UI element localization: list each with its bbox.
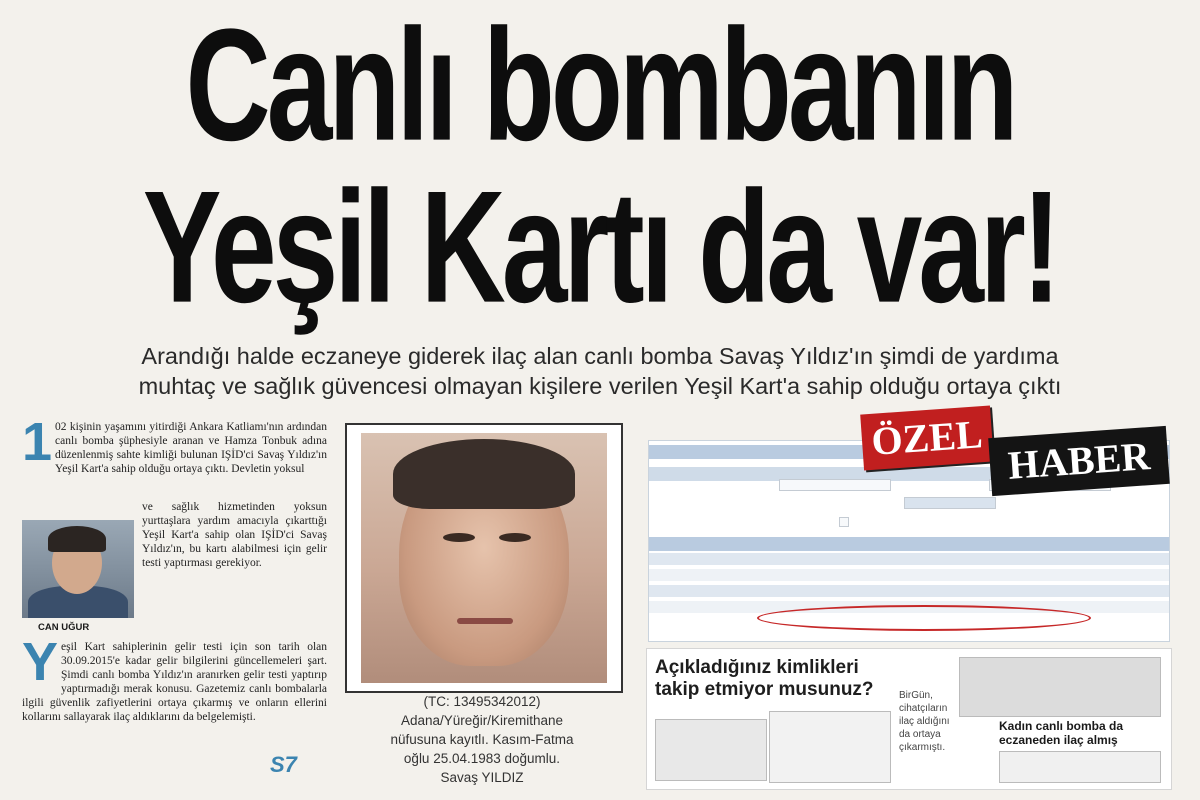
caption-line-3: nüfusuna kayıtlı. Kasım-Fatma [390,732,574,747]
article-text-2: eşil Kart sahiplerinin gelir testi için son tarih olan 30.09.2015'e kadar gelir bilgilerini güncellemeleri şart. Şimdi canlı bomba Yıldız'ın aranırken gelir testi yaptırıp yaptırmadığı merak konusu. Gazetemiz canlı bombalarla ilgili güvenlik zafiyetlerini ortaya çıkarmış ve onların ellerini kollarını sallayarak ilaç aldıklarını da belgelemişti. [22,641,327,723]
suspect-photo [345,423,623,693]
dropcap-1: 1 [22,412,53,472]
mini-headline-1: Kadın canlı bomba da [999,719,1124,733]
clipping-thumbnail-2 [769,711,891,783]
caption-line-2: Adana/Yüreğir/Kiremithane [400,713,564,728]
author-byline: CAN UĞUR [38,622,90,633]
clipping-thumbnail-3 [959,657,1161,717]
related-side-text: BirGün, cihatçıların ilaç aldığını da ortaya çıkarmıştı. [899,690,950,753]
caption-line-1: (TC: 13495342012) [423,694,541,709]
related-title-line-2: takip etmiyor musunuz? [655,679,874,700]
article-text-1a: 02 kişinin yaşamını yitirdiği Ankara Katliamı'nın ardından canlı bomba şüphesiyle aranan ve Hamza Tonbuk adına düzenlenmiş sahte kimliği bulunan IŞİD'ci Savaş Yıldız'ın Yeşil Kart'a sahip olduğu ortaya çıktı. Devletin yoksul [55,421,327,475]
page-reference: S7 [270,752,297,777]
headline-line-2: Yeşil Kartı da var! [142,158,1058,337]
dropcap-2: Y [22,632,59,692]
ozel-badge: ÖZEL [860,406,994,471]
related-title-line-1: Açıkladığınız kimlikleri [655,657,859,678]
related-story-box [646,648,1172,790]
clipping-text-block [999,751,1161,783]
author-photo [22,520,134,618]
caption-line-4: oğlu 25.04.1983 doğumlu. [403,751,561,766]
caption-line-5: Savaş YILDIZ [440,770,524,785]
deck-line-1: Arandığı halde eczaneye giderek ilaç alan canlı bomba Savaş Yıldız'ın şimdi de yardıma [141,343,1059,369]
haber-badge: HABER [988,426,1170,496]
deck-line-2: muhtaç ve sağlık güvencesi olmayan kişilere verilen Yeşil Kart'a sahip olduğu ortaya çıktı [138,373,1062,399]
article-paragraph-1-top [22,412,327,476]
article-paragraph-2 [22,632,327,724]
clipping-thumbnail-1 [655,719,767,781]
mini-headline-2: eczaneden ilaç almış [999,733,1118,747]
headline-line-1: Canlı bombanın [185,0,1015,175]
article-paragraph-1-rest: ve sağlık hizmetinden yoksun yurttaşlara yardım amacıyla çıkarttığı Yeşil Kart'a sahip olan IŞİD'ci Savaş Yıldız'ın, bu kartı alabilmesi için gelir testi yaptırması gerekiyor. [142,501,327,569]
